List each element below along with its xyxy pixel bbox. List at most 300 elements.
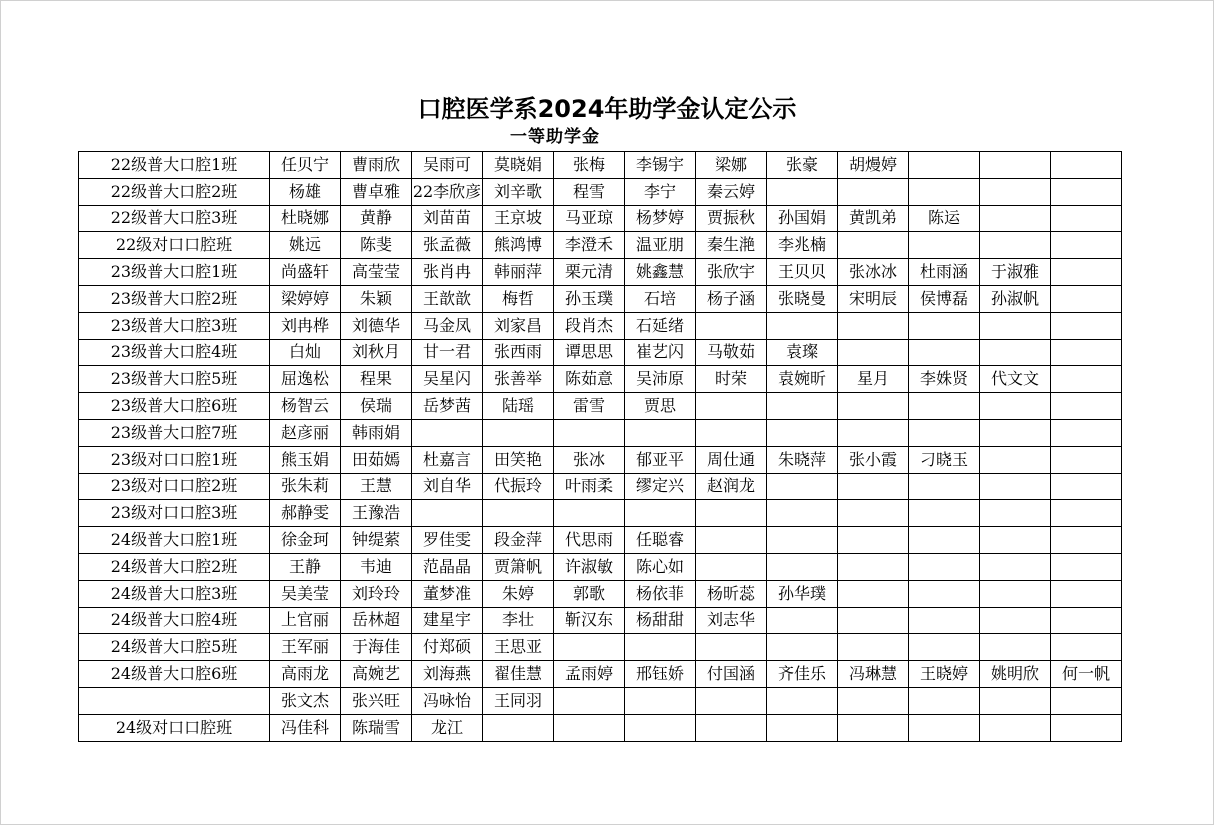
student-name-cell: 朱婷 (483, 580, 554, 607)
student-name-cell (909, 634, 980, 661)
student-name-cell: 许淑敏 (554, 553, 625, 580)
student-name-cell: 陈瑞雪 (341, 714, 412, 741)
student-name-cell: 秦云婷 (696, 178, 767, 205)
student-name-cell: 张梅 (554, 152, 625, 179)
student-name-cell (767, 527, 838, 554)
student-name-cell (980, 312, 1051, 339)
student-name-cell: 曹雨欣 (341, 152, 412, 179)
student-name-cell (1051, 419, 1122, 446)
student-name-cell: 罗佳雯 (412, 527, 483, 554)
student-name-cell: 靳汉东 (554, 607, 625, 634)
student-name-cell: 马敬茹 (696, 339, 767, 366)
student-name-cell: 李姝贤 (909, 366, 980, 393)
class-name-cell: 22级普大口腔3班 (79, 205, 270, 232)
student-name-cell: 尚盛轩 (270, 259, 341, 286)
student-name-cell (838, 178, 909, 205)
student-name-cell (1051, 580, 1122, 607)
student-name-cell (767, 553, 838, 580)
student-name-cell (980, 634, 1051, 661)
student-name-cell: 代思雨 (554, 527, 625, 554)
student-name-cell (909, 339, 980, 366)
student-name-cell: 程雪 (554, 178, 625, 205)
student-name-cell: 贾箫帆 (483, 553, 554, 580)
student-name-cell: 高婉艺 (341, 661, 412, 688)
student-name-cell (1051, 714, 1122, 741)
class-name-cell: 22级对口口腔班 (79, 232, 270, 259)
class-name-cell: 23级普大口腔7班 (79, 419, 270, 446)
student-name-cell: 秦生滟 (696, 232, 767, 259)
student-name-cell: 朱晓萍 (767, 446, 838, 473)
student-name-cell: 冯琳慧 (838, 661, 909, 688)
student-name-cell (980, 205, 1051, 232)
student-name-cell: 陈运 (909, 205, 980, 232)
student-name-cell (838, 580, 909, 607)
class-name-cell: 23级普大口腔1班 (79, 259, 270, 286)
student-name-cell: 张西雨 (483, 339, 554, 366)
student-name-cell: 莫晓娟 (483, 152, 554, 179)
student-name-cell (909, 500, 980, 527)
student-name-cell: 上官丽 (270, 607, 341, 634)
student-name-cell (909, 232, 980, 259)
student-name-cell (980, 527, 1051, 554)
student-name-cell (980, 393, 1051, 420)
student-name-cell: 刘海燕 (412, 661, 483, 688)
student-name-cell: 张善举 (483, 366, 554, 393)
student-name-cell (909, 687, 980, 714)
student-name-cell (1051, 205, 1122, 232)
student-name-cell: 刘苗苗 (412, 205, 483, 232)
student-name-cell (696, 312, 767, 339)
student-name-cell (909, 152, 980, 179)
student-name-cell: 李锡宇 (625, 152, 696, 179)
student-name-cell: 刘辛歌 (483, 178, 554, 205)
student-name-cell: 段肖杰 (554, 312, 625, 339)
table-row (79, 446, 1122, 473)
student-name-cell: 孙淑帆 (980, 285, 1051, 312)
student-name-cell: 石培 (625, 285, 696, 312)
student-name-cell: 星月 (838, 366, 909, 393)
student-name-cell: 董梦准 (412, 580, 483, 607)
table-row (79, 285, 1122, 312)
student-name-cell (625, 714, 696, 741)
student-name-cell: 雷雪 (554, 393, 625, 420)
student-name-cell: 吴沛原 (625, 366, 696, 393)
table-row (79, 178, 1122, 205)
table-row (79, 312, 1122, 339)
student-name-cell: 周仕通 (696, 446, 767, 473)
student-name-cell: 吴星闪 (412, 366, 483, 393)
table-row (79, 473, 1122, 500)
student-name-cell: 时荣 (696, 366, 767, 393)
student-name-cell: 张肖冉 (412, 259, 483, 286)
student-name-cell (1051, 473, 1122, 500)
student-name-cell: 叶雨柔 (554, 473, 625, 500)
table-row (79, 607, 1122, 634)
student-name-cell: 刘自华 (412, 473, 483, 500)
student-name-cell: 梁婷婷 (270, 285, 341, 312)
class-name-cell: 23级普大口腔3班 (79, 312, 270, 339)
student-name-cell (838, 634, 909, 661)
student-name-cell: 韩丽萍 (483, 259, 554, 286)
student-name-cell: 谭思思 (554, 339, 625, 366)
student-name-cell: 徐金珂 (270, 527, 341, 554)
student-name-cell (625, 500, 696, 527)
student-name-cell: 李澄禾 (554, 232, 625, 259)
student-name-cell: 刘志华 (696, 607, 767, 634)
student-name-cell (1051, 312, 1122, 339)
student-name-cell: 冯佳科 (270, 714, 341, 741)
class-name-cell: 24级对口口腔班 (79, 714, 270, 741)
student-name-cell (909, 553, 980, 580)
student-name-cell: 陈斐 (341, 232, 412, 259)
student-name-cell: 宋明辰 (838, 285, 909, 312)
class-name-cell: 24级普大口腔1班 (79, 527, 270, 554)
student-name-cell: 翟佳慧 (483, 661, 554, 688)
student-name-cell: 朱颖 (341, 285, 412, 312)
student-name-cell (1051, 634, 1122, 661)
student-name-cell (838, 553, 909, 580)
student-name-cell (980, 339, 1051, 366)
student-name-cell (980, 446, 1051, 473)
grant-table-body (79, 152, 1122, 742)
student-name-cell (838, 232, 909, 259)
student-name-cell: 侯瑞 (341, 393, 412, 420)
table-row (79, 500, 1122, 527)
student-name-cell: 齐佳乐 (767, 661, 838, 688)
document-title: 口腔医学系2024年助学金认定公示 (417, 95, 797, 120)
student-name-cell: 杨雄 (270, 178, 341, 205)
student-name-cell: 郁亚平 (625, 446, 696, 473)
student-name-cell: 韩雨娟 (341, 419, 412, 446)
student-name-cell (767, 607, 838, 634)
student-name-cell: 袁婉昕 (767, 366, 838, 393)
student-name-cell (1051, 553, 1122, 580)
student-name-cell: 22李欣彦 (412, 178, 483, 205)
grant-table (78, 151, 1122, 742)
student-name-cell: 张晓曼 (767, 285, 838, 312)
class-name-cell: 22级普大口腔1班 (79, 152, 270, 179)
student-name-cell: 曹卓雅 (341, 178, 412, 205)
student-name-cell (838, 473, 909, 500)
table-row (79, 687, 1122, 714)
student-name-cell: 刘冉桦 (270, 312, 341, 339)
student-name-cell (1051, 446, 1122, 473)
student-name-cell: 张小霞 (838, 446, 909, 473)
student-name-cell: 冯咏怡 (412, 687, 483, 714)
student-name-cell (838, 419, 909, 446)
student-name-cell (909, 580, 980, 607)
student-name-cell: 孙华璞 (767, 580, 838, 607)
student-name-cell (1051, 232, 1122, 259)
student-name-cell: 张豪 (767, 152, 838, 179)
student-name-cell: 王晓婷 (909, 661, 980, 688)
student-name-cell (1051, 339, 1122, 366)
student-name-cell: 缪定兴 (625, 473, 696, 500)
student-name-cell: 赵润龙 (696, 473, 767, 500)
student-name-cell (1051, 500, 1122, 527)
student-name-cell (1051, 259, 1122, 286)
table-row (79, 580, 1122, 607)
student-name-cell: 田茹嫣 (341, 446, 412, 473)
student-name-cell: 任贝宁 (270, 152, 341, 179)
class-name-cell: 23级对口口腔1班 (79, 446, 270, 473)
student-name-cell: 石延绪 (625, 312, 696, 339)
student-name-cell (980, 553, 1051, 580)
student-name-cell (696, 687, 767, 714)
student-name-cell: 张朱莉 (270, 473, 341, 500)
student-name-cell (838, 714, 909, 741)
student-name-cell: 于海佳 (341, 634, 412, 661)
student-name-cell (980, 687, 1051, 714)
student-name-cell: 郝静雯 (270, 500, 341, 527)
student-name-cell: 刘玲玲 (341, 580, 412, 607)
student-name-cell: 王慧 (341, 473, 412, 500)
student-name-cell (767, 312, 838, 339)
student-name-cell: 高莹莹 (341, 259, 412, 286)
student-name-cell: 刘家昌 (483, 312, 554, 339)
table-row (79, 527, 1122, 554)
student-name-cell (412, 419, 483, 446)
student-name-cell (767, 634, 838, 661)
student-name-cell: 付郑硕 (412, 634, 483, 661)
student-name-cell: 王京坡 (483, 205, 554, 232)
student-name-cell (1051, 687, 1122, 714)
student-name-cell (1051, 178, 1122, 205)
student-name-cell: 王军丽 (270, 634, 341, 661)
student-name-cell: 熊鸿博 (483, 232, 554, 259)
class-name-cell: 24级普大口腔6班 (79, 661, 270, 688)
student-name-cell: 梁娜 (696, 152, 767, 179)
student-name-cell (696, 634, 767, 661)
student-name-cell (554, 419, 625, 446)
student-name-cell (696, 419, 767, 446)
student-name-cell (696, 500, 767, 527)
student-name-cell: 赵彦丽 (270, 419, 341, 446)
student-name-cell: 代振玲 (483, 473, 554, 500)
student-name-cell (483, 500, 554, 527)
table-row (79, 366, 1122, 393)
student-name-cell: 任聪睿 (625, 527, 696, 554)
student-name-cell (980, 473, 1051, 500)
student-name-cell: 王静 (270, 553, 341, 580)
student-name-cell (767, 419, 838, 446)
student-name-cell: 张冰 (554, 446, 625, 473)
student-name-cell: 于淑雅 (980, 259, 1051, 286)
student-name-cell (696, 393, 767, 420)
student-name-cell: 杨梦婷 (625, 205, 696, 232)
student-name-cell: 杨昕蕊 (696, 580, 767, 607)
student-name-cell: 温亚朋 (625, 232, 696, 259)
student-name-cell (909, 607, 980, 634)
student-name-cell: 杨子涵 (696, 285, 767, 312)
student-name-cell: 何一帆 (1051, 661, 1122, 688)
student-name-cell: 岳林超 (341, 607, 412, 634)
student-name-cell (980, 178, 1051, 205)
student-name-cell (412, 500, 483, 527)
student-name-cell: 刘德华 (341, 312, 412, 339)
class-name-cell: 23级对口口腔2班 (79, 473, 270, 500)
student-name-cell (838, 687, 909, 714)
student-name-cell (980, 500, 1051, 527)
student-name-cell: 孙国娟 (767, 205, 838, 232)
student-name-cell: 程果 (341, 366, 412, 393)
student-name-cell: 白灿 (270, 339, 341, 366)
student-name-cell: 李兆楠 (767, 232, 838, 259)
table-row (79, 714, 1122, 741)
student-name-cell (767, 687, 838, 714)
student-name-cell (554, 500, 625, 527)
student-name-cell: 甘一君 (412, 339, 483, 366)
student-name-cell (767, 714, 838, 741)
class-name-cell: 24级普大口腔5班 (79, 634, 270, 661)
student-name-cell (554, 634, 625, 661)
student-name-cell: 杜雨涵 (909, 259, 980, 286)
class-name-cell: 23级普大口腔5班 (79, 366, 270, 393)
table-row (79, 205, 1122, 232)
student-name-cell (980, 580, 1051, 607)
student-name-cell (625, 687, 696, 714)
student-name-cell: 龙江 (412, 714, 483, 741)
student-name-cell (554, 687, 625, 714)
student-name-cell: 侯博磊 (909, 285, 980, 312)
student-name-cell (980, 152, 1051, 179)
student-name-cell: 建星宇 (412, 607, 483, 634)
student-name-cell: 孟雨婷 (554, 661, 625, 688)
student-name-cell (909, 714, 980, 741)
student-name-cell: 吴美莹 (270, 580, 341, 607)
student-name-cell: 杜晓娜 (270, 205, 341, 232)
student-name-cell (1051, 527, 1122, 554)
student-name-cell: 杨甜甜 (625, 607, 696, 634)
student-name-cell: 王豫浩 (341, 500, 412, 527)
student-name-cell (554, 714, 625, 741)
student-name-cell: 孙玉璞 (554, 285, 625, 312)
student-name-cell: 黄凯弟 (838, 205, 909, 232)
student-name-cell (483, 419, 554, 446)
class-name-cell: 24级普大口腔4班 (79, 607, 270, 634)
student-name-cell (767, 393, 838, 420)
student-name-cell: 邢钰娇 (625, 661, 696, 688)
student-name-cell (1051, 393, 1122, 420)
student-name-cell: 张孟薇 (412, 232, 483, 259)
student-name-cell (1051, 285, 1122, 312)
student-name-cell: 屈逸松 (270, 366, 341, 393)
student-name-cell: 范晶晶 (412, 553, 483, 580)
student-name-cell: 钟缇萦 (341, 527, 412, 554)
student-name-cell: 王思亚 (483, 634, 554, 661)
student-name-cell: 姚明欣 (980, 661, 1051, 688)
student-name-cell (980, 232, 1051, 259)
student-name-cell: 郭歌 (554, 580, 625, 607)
student-name-cell: 杨智云 (270, 393, 341, 420)
student-name-cell (838, 339, 909, 366)
student-name-cell: 段金萍 (483, 527, 554, 554)
student-name-cell: 代文文 (980, 366, 1051, 393)
student-name-cell (1051, 152, 1122, 179)
class-name-cell: 24级普大口腔2班 (79, 553, 270, 580)
student-name-cell: 付国涵 (696, 661, 767, 688)
student-name-cell (909, 419, 980, 446)
student-name-cell: 黄静 (341, 205, 412, 232)
student-name-cell (625, 634, 696, 661)
student-name-cell: 李壮 (483, 607, 554, 634)
table-row (79, 634, 1122, 661)
student-name-cell: 张欣宇 (696, 259, 767, 286)
student-name-cell: 王同羽 (483, 687, 554, 714)
student-name-cell (1051, 366, 1122, 393)
table-row (79, 393, 1122, 420)
student-name-cell (767, 500, 838, 527)
table-row (79, 553, 1122, 580)
student-name-cell: 姚远 (270, 232, 341, 259)
student-name-cell: 高雨龙 (270, 661, 341, 688)
student-name-cell (838, 607, 909, 634)
student-name-cell: 杜嘉言 (412, 446, 483, 473)
student-name-cell (838, 527, 909, 554)
student-name-cell (767, 473, 838, 500)
student-name-cell (483, 714, 554, 741)
student-name-cell: 贾思 (625, 393, 696, 420)
class-name-cell (79, 687, 270, 714)
student-name-cell: 杨依菲 (625, 580, 696, 607)
student-name-cell: 陈茹意 (554, 366, 625, 393)
class-name-cell: 24级普大口腔3班 (79, 580, 270, 607)
student-name-cell (696, 714, 767, 741)
student-name-cell: 熊玉娟 (270, 446, 341, 473)
student-name-cell (909, 473, 980, 500)
student-name-cell: 韦迪 (341, 553, 412, 580)
student-name-cell: 刘秋月 (341, 339, 412, 366)
student-name-cell (838, 393, 909, 420)
student-name-cell (909, 393, 980, 420)
student-name-cell: 栗元清 (554, 259, 625, 286)
student-name-cell (838, 500, 909, 527)
student-name-cell: 王歆歆 (412, 285, 483, 312)
student-name-cell: 马亚琼 (554, 205, 625, 232)
student-name-cell (696, 553, 767, 580)
student-name-cell: 姚鑫慧 (625, 259, 696, 286)
student-name-cell (909, 312, 980, 339)
student-name-cell (980, 419, 1051, 446)
student-name-cell (909, 178, 980, 205)
student-name-cell: 陈心如 (625, 553, 696, 580)
student-name-cell (767, 178, 838, 205)
class-name-cell: 23级对口口腔3班 (79, 500, 270, 527)
table-row (79, 339, 1122, 366)
table-row (79, 152, 1122, 179)
student-name-cell: 陆瑶 (483, 393, 554, 420)
student-name-cell (909, 527, 980, 554)
student-name-cell: 张文杰 (270, 687, 341, 714)
student-name-cell (1051, 607, 1122, 634)
class-name-cell: 23级普大口腔6班 (79, 393, 270, 420)
class-name-cell: 23级普大口腔4班 (79, 339, 270, 366)
student-name-cell (980, 607, 1051, 634)
student-name-cell: 梅哲 (483, 285, 554, 312)
student-name-cell: 刁晓玉 (909, 446, 980, 473)
student-name-cell: 胡熳婷 (838, 152, 909, 179)
student-name-cell: 张兴旺 (341, 687, 412, 714)
student-name-cell: 王贝贝 (767, 259, 838, 286)
student-name-cell: 张冰冰 (838, 259, 909, 286)
student-name-cell (625, 419, 696, 446)
document-subtitle: 一等助学金 (510, 127, 600, 147)
student-name-cell: 田笑艳 (483, 446, 554, 473)
student-name-cell: 吴雨可 (412, 152, 483, 179)
student-name-cell: 贾振秋 (696, 205, 767, 232)
class-name-cell: 22级普大口腔2班 (79, 178, 270, 205)
student-name-cell: 岳梦茜 (412, 393, 483, 420)
